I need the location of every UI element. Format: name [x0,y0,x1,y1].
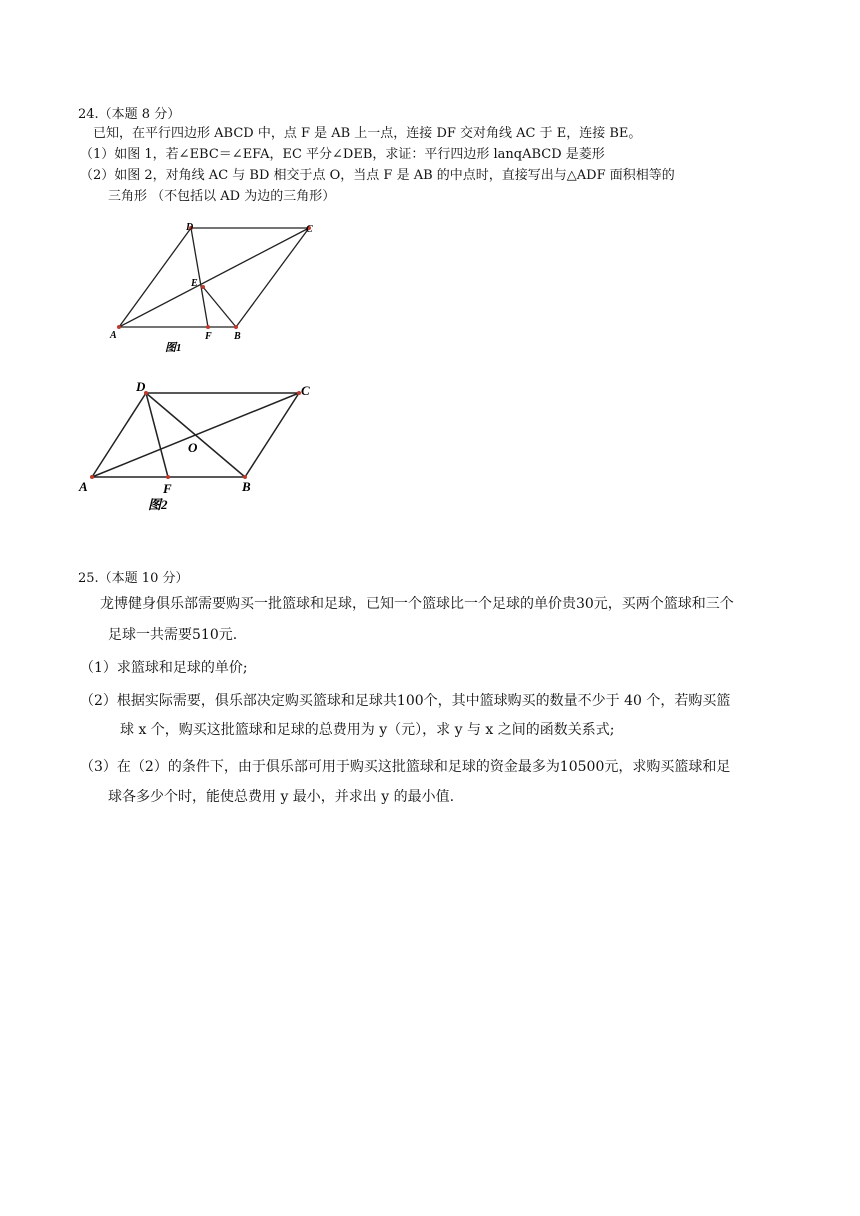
question-25-part3-line2: 球各多少个时，能使总费用 y 最小，并求出 y 的最小值. [108,789,455,805]
question-25-stem-line2: 足球一共需要510元. [108,627,238,643]
question-25-part2-line2: 球 x 个，购买这批篮球和足球的总费用为 y（元），求 y 与 x 之间的函数关系式; [120,722,615,738]
fig1-label-e: E [191,278,198,289]
fig2-label-f: F [163,481,172,496]
figure-2 [70,372,330,517]
question-25-part1: （1）求篮球和足球的单价; [80,660,248,676]
question-24-part1: （1）如图 1，若∠EBC＝∠EFA，EC 平分∠DEB，求证：平行四边形 lanqABCD 是菱形 [80,147,605,162]
fig2-diagonal-bd [146,393,245,477]
fig1-caption: 图1 [165,342,182,354]
fig2-label-o: O [188,440,198,455]
question-24-part2-line2: 三角形 （不包括以 AD 为边的三角形） [108,189,336,204]
fig2-segment-df [146,393,168,477]
question-24-header: 24.（本题 8 分） [78,107,181,122]
fig1-segment-be [203,287,236,327]
question-25-header: 25.（本题 10 分） [78,571,189,586]
figure-1 [100,215,340,360]
fig2-caption: 图2 [148,497,168,512]
fig1-label-f: F [205,331,212,342]
question-24-part2-line1: （2）如图 2，对角线 AC 与 BD 相交于点 O，当点 F 是 AB 的中点时，直接写出与△ADF 面积相等的 [80,168,675,183]
fig1-label-d: D [186,222,194,233]
question-25-part3-line1: （3）在（2）的条件下，由于俱乐部可用于购买这批篮球和足球的资金最多为10500元，求购买篮球和足 [80,759,731,775]
fig2-label-c: C [301,383,310,398]
fig2-label-b: B [242,479,251,494]
fig2-label-a: A [79,479,88,494]
question-24-stem: 已知，在平行四边形 ABCD 中，点 F 是 AB 上一点，连接 DF 交对角线 AC 于 E，连接 BE。 [93,126,642,141]
question-25-part2-line1: （2）根据实际需要，俱乐部决定购买篮球和足球共100个，其中篮球购买的数量不少于 40 个，若购买篮 [80,693,731,709]
fig2-label-d: D [136,379,146,394]
fig1-diagonal-ac [119,228,309,327]
fig1-label-c: C [306,224,313,235]
fig1-label-b: B [234,331,241,342]
fig1-label-a: A [110,330,117,341]
question-25-stem-line1: 龙博健身俱乐部需要购买一批篮球和足球，已知一个篮球比一个足球的单价贵30元，买两个篮球和三个 [100,596,734,612]
